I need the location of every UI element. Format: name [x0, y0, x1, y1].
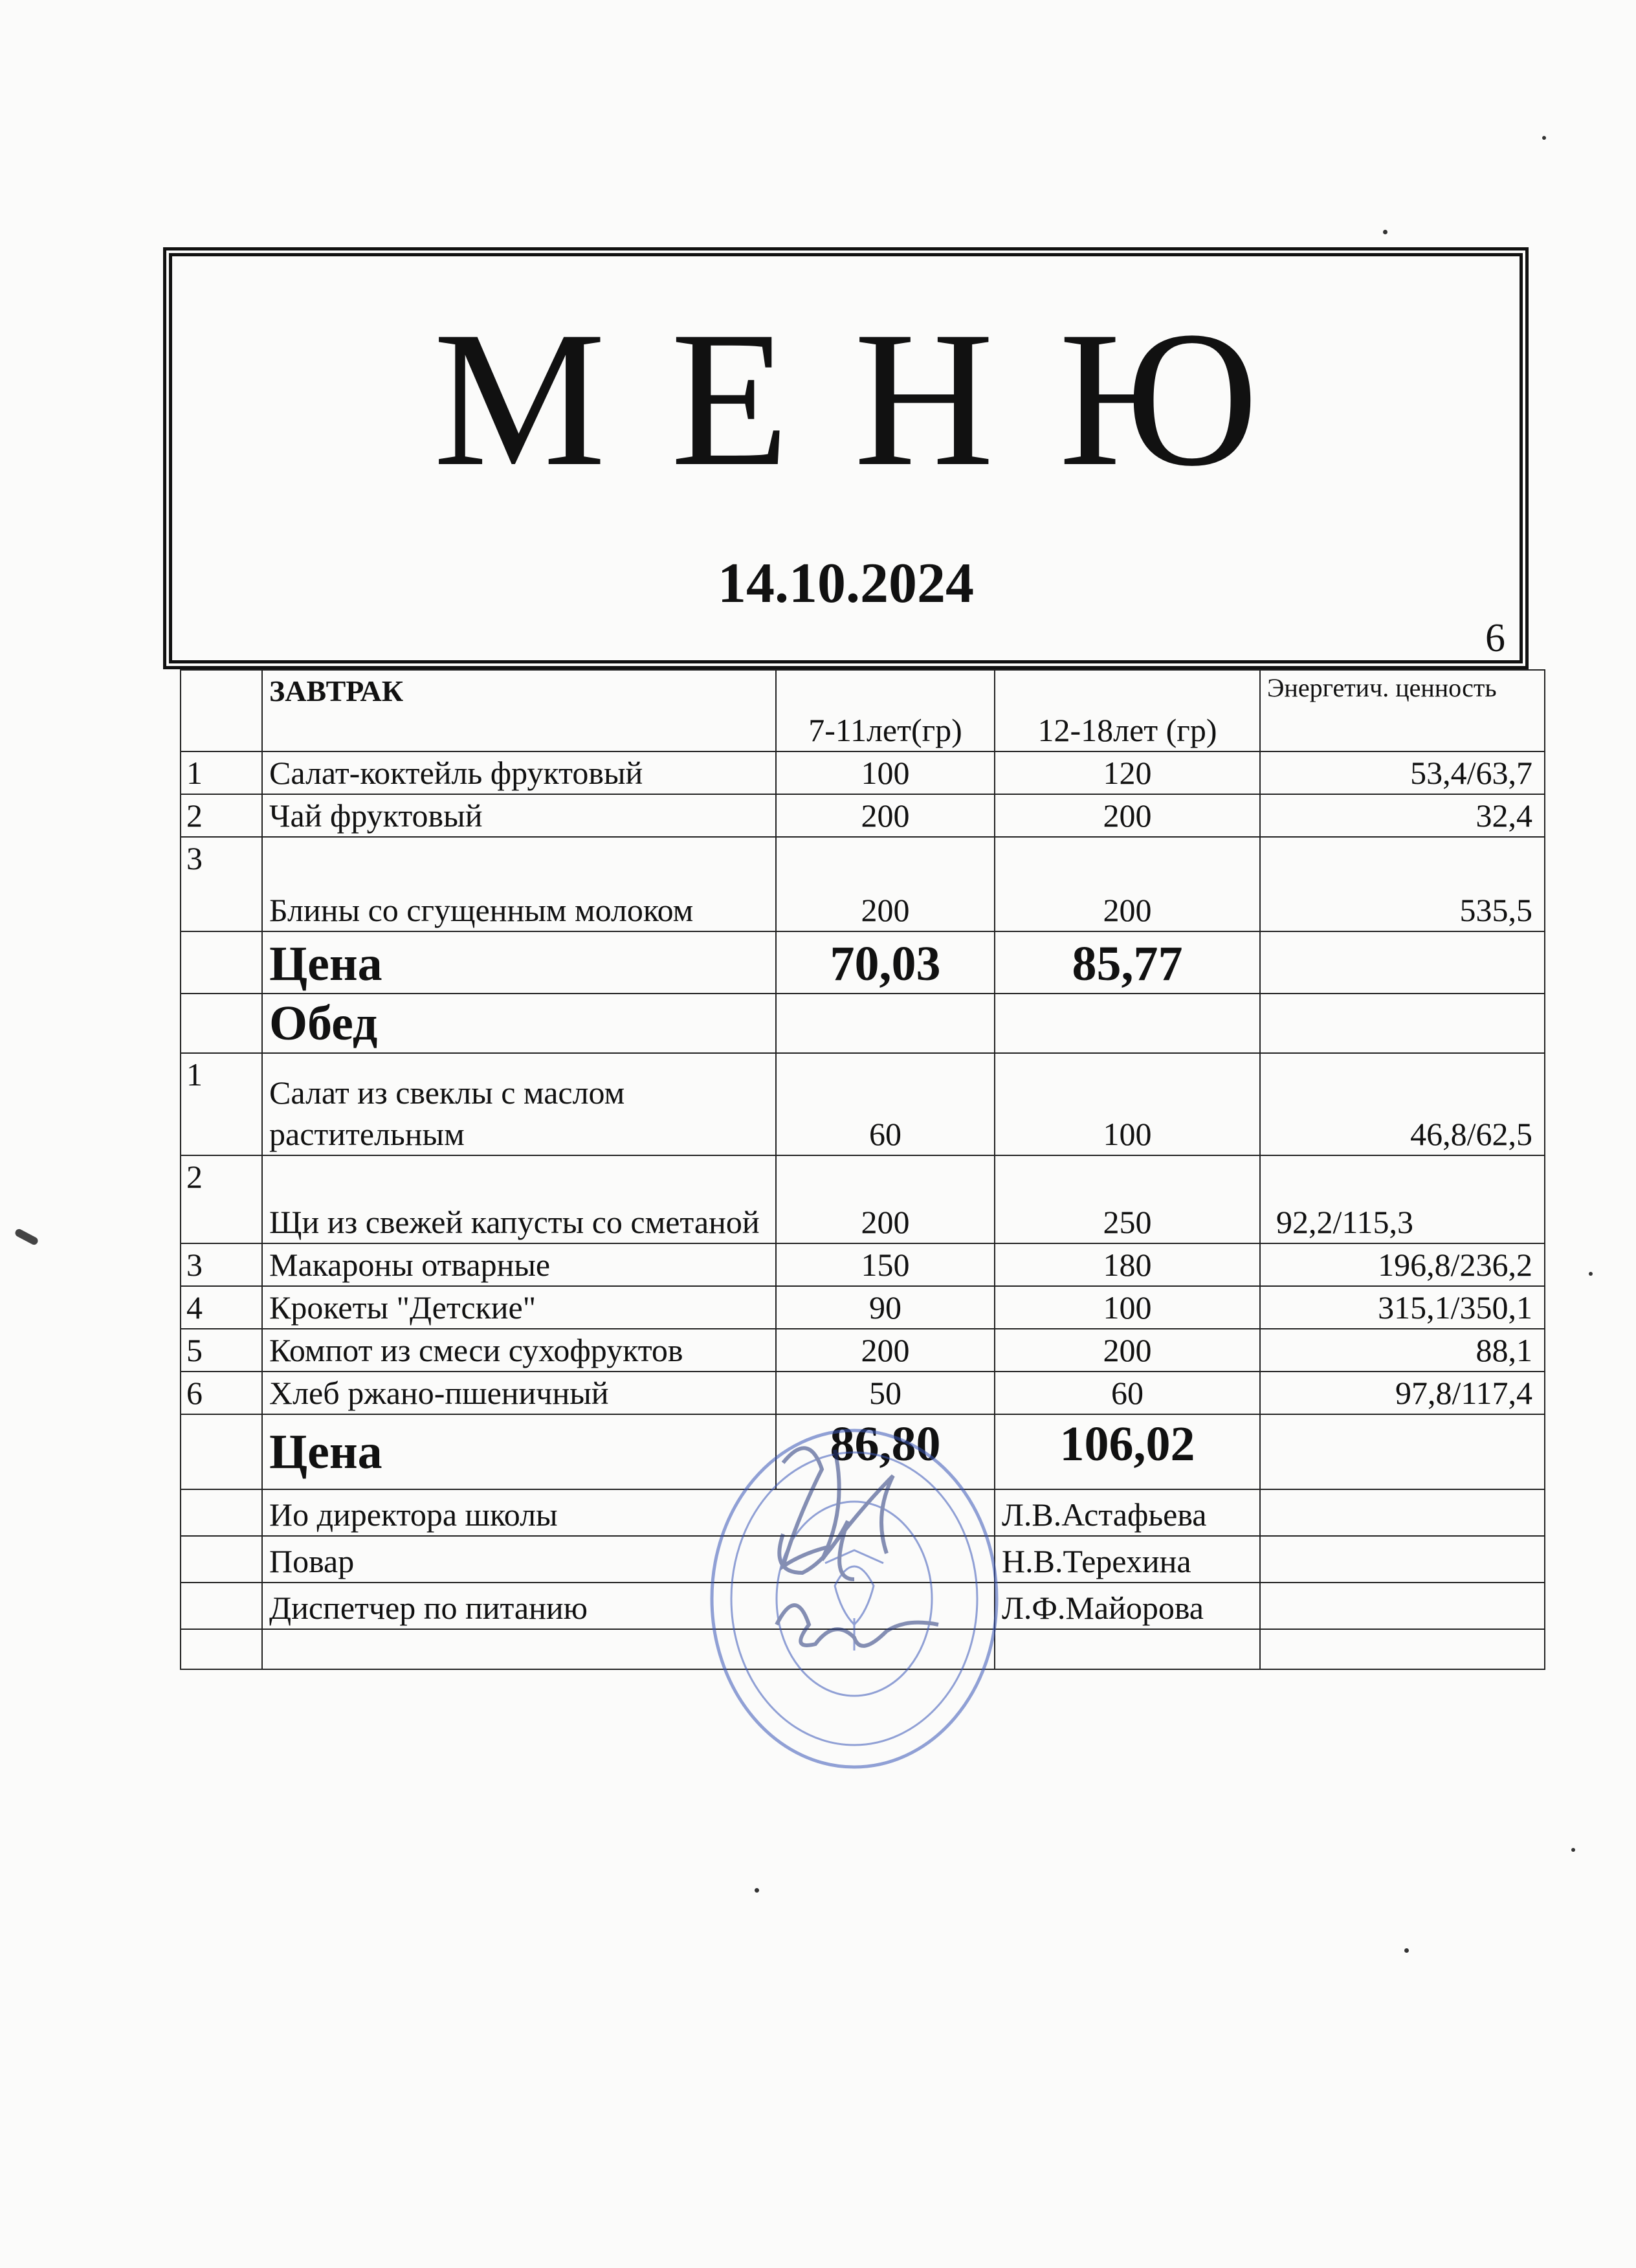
row-number: 1 [181, 751, 262, 794]
section-lunch-header: Обед [262, 994, 776, 1053]
table-cell [181, 1629, 262, 1669]
portion-7-11: 100 [776, 751, 995, 794]
section-breakfast-header: ЗАВТРАК [262, 670, 776, 751]
scan-speck [755, 1888, 759, 1893]
table-row [181, 1053, 1545, 1155]
portion-7-11: 200 [776, 837, 995, 931]
table-row [181, 1629, 1545, 1669]
table-row [181, 1286, 1545, 1329]
title-letter: Е [670, 291, 790, 506]
portion-12-18: 180 [995, 1243, 1260, 1286]
portion-7-11: 50 [776, 1372, 995, 1414]
portion-7-11: 200 [776, 1155, 995, 1243]
signature-role: Диспетчер по питанию [262, 1583, 995, 1629]
price-7-11: 70,03 [776, 931, 995, 994]
price-row [181, 931, 1545, 994]
dish-name: Крокеты "Детские" [262, 1286, 776, 1329]
section-row [181, 994, 1545, 1053]
table-row [181, 1329, 1545, 1372]
energy-value: 97,8/117,4 [1260, 1372, 1545, 1414]
table-cell [1260, 931, 1545, 994]
signature-row [181, 1536, 1545, 1583]
portion-12-18: 200 [995, 1329, 1260, 1372]
table-cell [181, 1414, 262, 1489]
portion-12-18: 200 [995, 794, 1260, 837]
row-number: 6 [181, 1372, 262, 1414]
portion-12-18: 250 [995, 1155, 1260, 1243]
price-label: Цена [262, 1414, 776, 1489]
signature-row [181, 1489, 1545, 1536]
table-row [181, 794, 1545, 837]
row-number: 5 [181, 1329, 262, 1372]
table-cell [1260, 1414, 1545, 1489]
page-number: 6 [1485, 616, 1505, 660]
price-12-18: 106,02 [995, 1414, 1260, 1489]
title-letter: М [433, 291, 606, 506]
portion-12-18: 100 [995, 1286, 1260, 1329]
row-number: 3 [181, 1243, 262, 1286]
portion-12-18: 120 [995, 751, 1260, 794]
dish-name: Блины со сгущенным молоком [262, 837, 776, 931]
signature-person: Л.В.Астафьева [995, 1489, 1260, 1536]
energy-value: 315,1/350,1 [1260, 1286, 1545, 1329]
column-age-12-18: 12-18лет (гр) [995, 670, 1260, 751]
table-cell [995, 994, 1260, 1053]
energy-value: 46,8/62,5 [1260, 1053, 1545, 1155]
dish-name: Салат из свеклы с маслом растительным [262, 1053, 776, 1155]
table-cell [181, 1489, 262, 1536]
signature-role: Ио директора школы [262, 1489, 995, 1536]
portion-7-11: 60 [776, 1053, 995, 1155]
energy-value: 92,2/115,3 [1260, 1155, 1545, 1243]
column-energy: Энергетич. ценность [1260, 670, 1545, 751]
portion-7-11: 200 [776, 1329, 995, 1372]
row-number: 4 [181, 1286, 262, 1329]
table-row [181, 1243, 1545, 1286]
row-number: 2 [181, 1155, 262, 1243]
menu-table [180, 669, 1545, 1670]
row-number: 1 [181, 1053, 262, 1155]
table-cell [181, 994, 262, 1053]
signature-person: Л.Ф.Майорова [995, 1583, 1260, 1629]
table-row [181, 837, 1545, 931]
scan-speck [1542, 136, 1546, 140]
table-cell [776, 994, 995, 1053]
dish-name: Чай фруктовый [262, 794, 776, 837]
price-row [181, 1414, 1545, 1489]
row-number: 2 [181, 794, 262, 837]
dish-name: Хлеб ржано-пшеничный [262, 1372, 776, 1414]
signature-role: Повар [262, 1536, 995, 1583]
header-row [181, 670, 1545, 751]
scan-speck [1404, 1948, 1409, 1953]
energy-value: 535,5 [1260, 837, 1545, 931]
scan-speck [1589, 1272, 1593, 1276]
energy-value: 53,4/63,7 [1260, 751, 1545, 794]
table-cell [262, 1629, 995, 1669]
price-7-11: 86,80 [776, 1414, 995, 1489]
menu-title [172, 291, 1520, 506]
title-letter: Н [854, 291, 995, 506]
portion-7-11: 90 [776, 1286, 995, 1329]
scan-speck [1383, 230, 1387, 234]
portion-7-11: 150 [776, 1243, 995, 1286]
title-letter: Ю [1059, 291, 1259, 506]
energy-value: 32,4 [1260, 794, 1545, 837]
price-12-18: 85,77 [995, 931, 1260, 994]
title-box [163, 247, 1529, 669]
table-cell [1260, 1536, 1545, 1583]
table-cell [1260, 1489, 1545, 1536]
scan-speck [1571, 1848, 1575, 1852]
scan-mark [14, 1228, 39, 1246]
portion-12-18: 60 [995, 1372, 1260, 1414]
menu-date: 14.10.2024 [718, 552, 974, 615]
table-row [181, 751, 1545, 794]
price-label: Цена [262, 931, 776, 994]
dish-name: Щи из свежей капусты со сметаной [262, 1155, 776, 1243]
table-cell [1260, 994, 1545, 1053]
table-cell [1260, 1583, 1545, 1629]
portion-12-18: 200 [995, 837, 1260, 931]
table-cell [181, 931, 262, 994]
table-cell [181, 1536, 262, 1583]
table-row [181, 1372, 1545, 1414]
portion-7-11: 200 [776, 794, 995, 837]
table-cell [181, 670, 262, 751]
row-number: 3 [181, 837, 262, 931]
dish-name: Салат-коктейль фруктовый [262, 751, 776, 794]
dish-name: Макароны отварные [262, 1243, 776, 1286]
column-age-7-11: 7-11лет(гр) [776, 670, 995, 751]
signature-person: Н.В.Терехина [995, 1536, 1260, 1583]
portion-12-18: 100 [995, 1053, 1260, 1155]
energy-value: 88,1 [1260, 1329, 1545, 1372]
table-cell [181, 1583, 262, 1629]
table-row [181, 1155, 1545, 1243]
dish-name: Компот из смеси сухофруктов [262, 1329, 776, 1372]
table-cell [995, 1629, 1260, 1669]
signature-row [181, 1583, 1545, 1629]
energy-value: 196,8/236,2 [1260, 1243, 1545, 1286]
table-cell [1260, 1629, 1545, 1669]
